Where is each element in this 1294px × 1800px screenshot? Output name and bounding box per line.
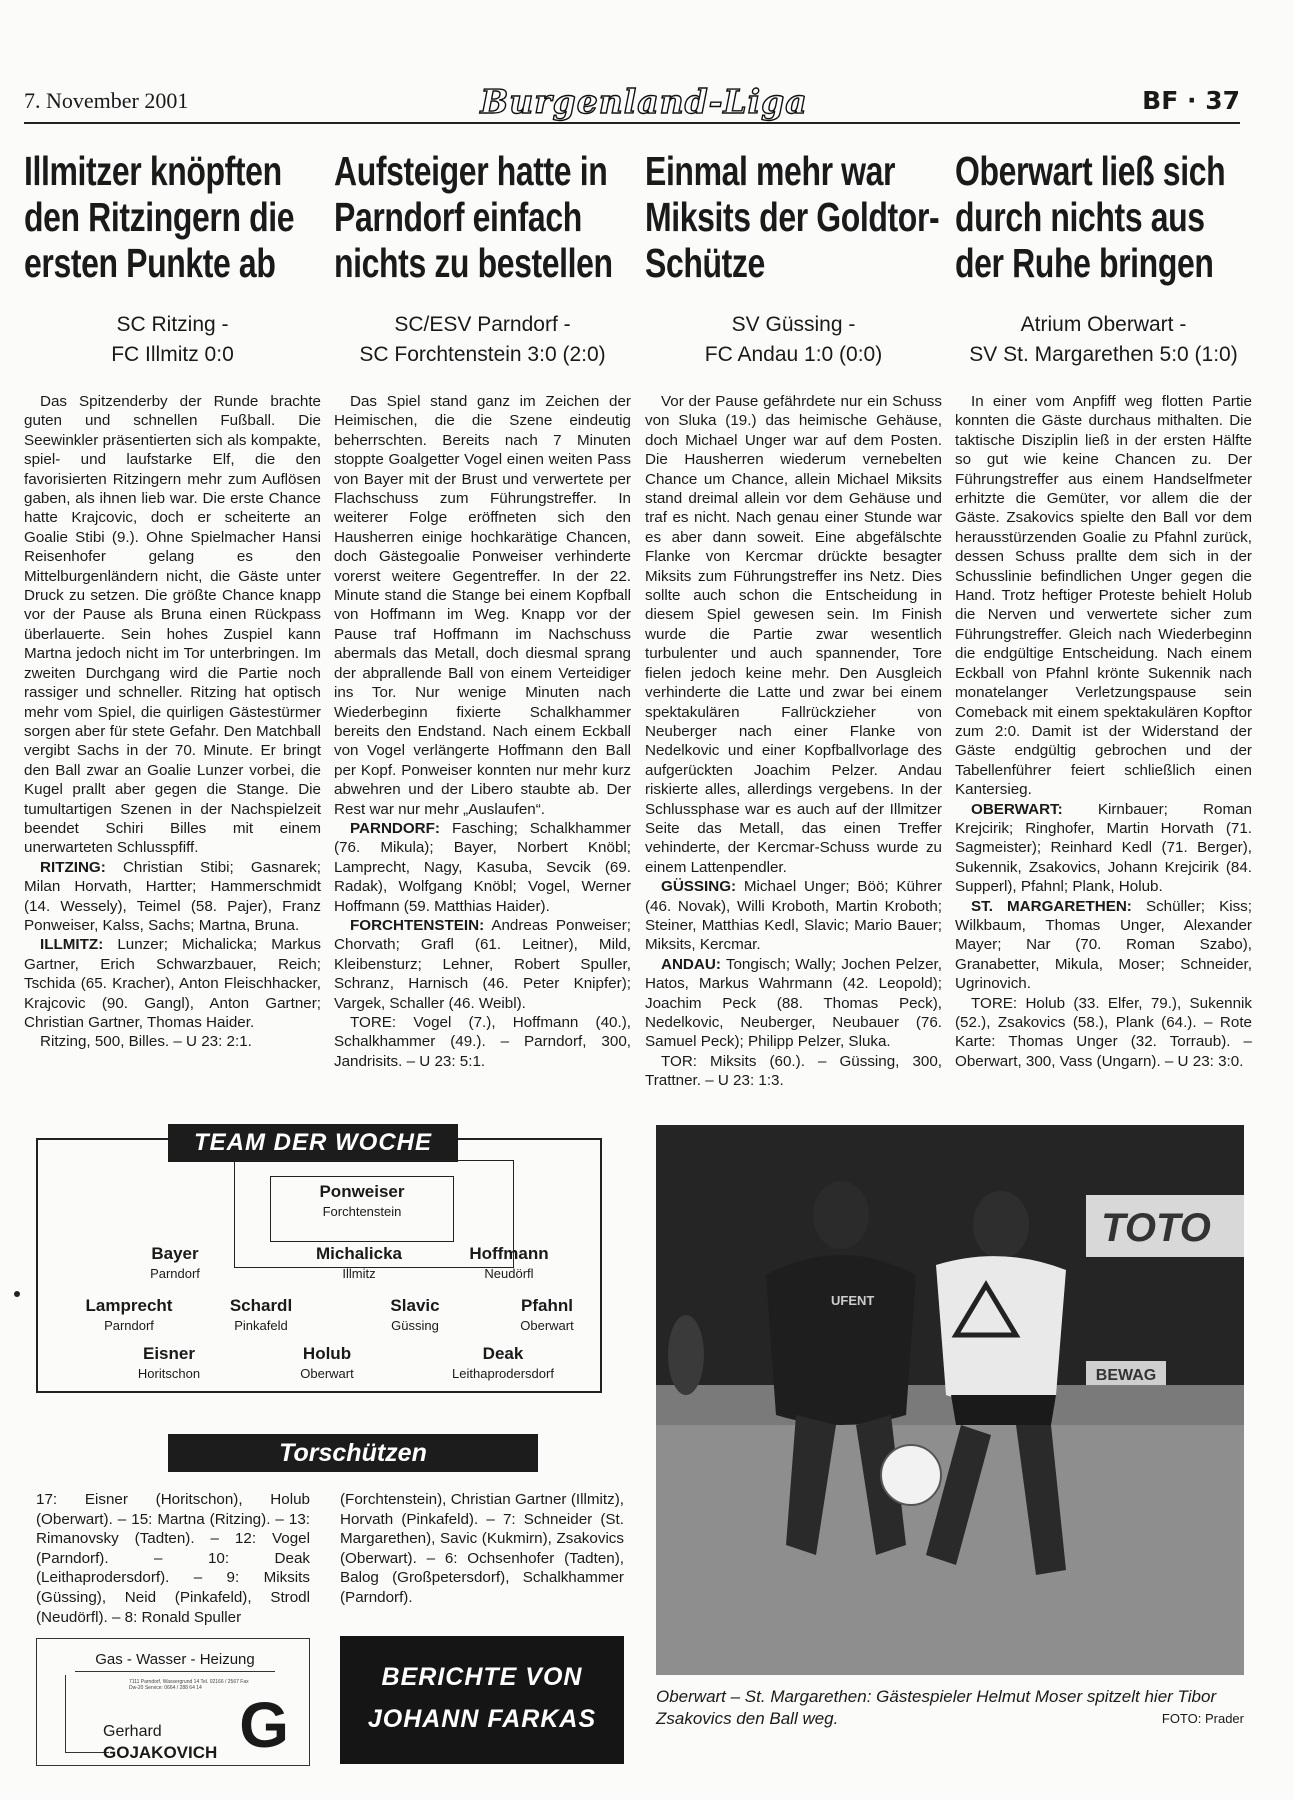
player-club: Pinkafeld bbox=[234, 1318, 288, 1333]
match-score: SV St. Margarethen 5:0 (1:0) bbox=[969, 343, 1238, 366]
article-oberwart-margarethen bbox=[955, 148, 1252, 1071]
player-card bbox=[94, 1344, 244, 1381]
player-card bbox=[287, 1182, 437, 1219]
photo-illustration bbox=[656, 1125, 1244, 1675]
match-photo bbox=[656, 1125, 1244, 1675]
match-info: TORE: Vogel (7.), Hoffmann (40.), Schalkhammer (49.). – Parndorf, 300, Jandrisits. – U 23: 5:1. bbox=[334, 1014, 631, 1070]
match-score: FC Andau 1:0 (0:0) bbox=[704, 343, 883, 366]
background-player bbox=[668, 1315, 704, 1395]
player-right-head bbox=[973, 1191, 1029, 1259]
team-label: PARNDORF: bbox=[350, 819, 440, 837]
team-label: OBERWART: bbox=[971, 800, 1063, 818]
player-left-shirt bbox=[766, 1255, 916, 1425]
reports-line-1: BERICHTE VON bbox=[381, 1663, 583, 1691]
team-label: ANDAU: bbox=[661, 955, 721, 973]
lineup-home bbox=[24, 858, 321, 936]
player-card bbox=[472, 1296, 622, 1333]
player-card bbox=[340, 1296, 490, 1333]
player-name: Holub bbox=[302, 1344, 352, 1363]
article-body bbox=[955, 392, 1252, 1071]
player-left-head bbox=[813, 1181, 869, 1249]
article-text: In einer vom Anpfiff weg flotten Partie konnten die Gäste durchaus mithalten. Die taktische Disziplin ließ in der ersten Hälfte so gut wie keine Chancen zu. Der Führungstreffer aus einem Handselfmeter erhitzte die Gemüter, vor allem die der Gäste. Zsakovics spielte den Ball vor dem herausstürzenden Goalie zu Pfahnl zurück, dessen Schuss prallte dem sich in der Schusslinie befindlichen Unger gegen die Hand. Trotz heftiger Proteste behielt Holub die Nerven und verwertete sicher zum Führungstreffer. Gleich nach Wiederbeginn die endgültige Entscheidung. Nach einem Eckball von Pfahnl krönte Sukennik nach monatelanger Verletzungspause sein Comeback mit einem spektakulären Kopftor zum 2:0. Damit ist der Widerstand der Gäste endgültig gebrochen und der Tabellenführer feiert schließlich einen Kantersieg. bbox=[955, 393, 1252, 799]
match-result bbox=[24, 310, 321, 380]
match-score: SC Forchtenstein 3:0 (2:0) bbox=[359, 343, 606, 366]
player-name: Michalicka bbox=[316, 1244, 402, 1263]
match-teams: SC/ESV Parndorf - bbox=[394, 313, 571, 336]
lineup-away bbox=[645, 955, 942, 1052]
player-club: Oberwart bbox=[300, 1366, 354, 1381]
player-name: Deak bbox=[482, 1344, 524, 1363]
plumber-advert bbox=[36, 1638, 310, 1766]
player-right-shorts bbox=[951, 1395, 1056, 1425]
player-club: Parndorf bbox=[104, 1318, 154, 1333]
issue-date: 7. November 2001 bbox=[24, 88, 189, 113]
lineup-players: Kirnbauer; Roman Krejcirik; Ringhofer, Martin Horvath (71. Sagmeister); Reinhard Kedl (71. Berger), Sukennik, Zsakovics, Johann Krejcirik (84. Supperl), Pfahnl; Plank, Holub. bbox=[955, 800, 1252, 896]
team-of-week-box bbox=[36, 1129, 602, 1393]
article-parndorf-forchtenstein bbox=[334, 148, 631, 1071]
player-card bbox=[284, 1244, 434, 1281]
advert-board-text: TOTO bbox=[1101, 1206, 1211, 1250]
player-right-shirt bbox=[936, 1256, 1066, 1405]
player-card bbox=[252, 1344, 402, 1381]
ad-services: Gas - Wasser - Heizung bbox=[75, 1651, 275, 1672]
caption-text: Oberwart – St. Margarethen: Gästespieler Helmut Moser spitzelt hier Tibor Zsakovics den Ball weg. bbox=[656, 1687, 1217, 1728]
photo-credit: FOTO: Prader bbox=[1161, 1711, 1244, 1726]
player-name: Slavic bbox=[390, 1296, 440, 1315]
lineup-players: Lunzer; Michalicka; Markus Gartner, Erich Schwarzbauer, Reich; Tschida (65. Kracher), Anton Fleischhacker, Krajcovic (90. Gangl), Anton Gartner; Christian Gartner, Thomas Haider. bbox=[24, 936, 321, 1031]
player-club: Neudörfl bbox=[484, 1266, 534, 1281]
player-card bbox=[434, 1244, 584, 1281]
page-number: BF · 37 bbox=[1142, 86, 1240, 115]
match-teams: SC Ritzing - bbox=[116, 313, 229, 336]
player-name: Lamprecht bbox=[85, 1296, 173, 1315]
headline: Oberwart ließ sich durch nichts aus der Ruhe bringen bbox=[955, 148, 1226, 286]
ad-last-name: GOJAKOVICH bbox=[103, 1743, 218, 1762]
article-ritzing-illmitz bbox=[24, 148, 321, 1052]
team-of-week-title: TEAM DER WOCHE bbox=[168, 1124, 458, 1162]
ad-contact: 7111 Parndorf, Wassergrund 14 Tel. 02166 / 2567 Fax Dw-20 Service: 0664 / 288 64 14 bbox=[129, 1679, 249, 1691]
match-teams: Atrium Oberwart - bbox=[1020, 313, 1187, 336]
page-header bbox=[24, 84, 1240, 124]
lineup-players: Schüller; Kiss; Wilkbaum, Thomas Unger, Alexander Mayer; Nar (70. Roman Szabo), Granabetter, Mikula, Moser; Schneider, Ugrinovich. bbox=[955, 897, 1252, 993]
match-result bbox=[955, 310, 1252, 380]
player-name: Hoffmann bbox=[469, 1244, 549, 1263]
print-mark bbox=[14, 1291, 20, 1297]
article-body bbox=[645, 392, 942, 1091]
scorers-column-1: 17: Eisner (Horitschon), Holub (Oberwart). – 15: Martna (Ritzing). – 13: Rimanovsky (Tadten). – 12: Vogel (Parndorf). – 10: Deak (Leithaprodersdorf). – 9: Miksits (Güssing), Neid (Pinkafeld), Strodl (Neudörfl). – 8: Ronald Spuller bbox=[36, 1491, 310, 1626]
player-card bbox=[428, 1344, 578, 1381]
photo-caption bbox=[656, 1686, 1244, 1730]
match-teams: SV Güssing - bbox=[731, 313, 856, 336]
lineup-home bbox=[955, 800, 1252, 897]
lineup-home bbox=[334, 819, 631, 916]
player-card bbox=[186, 1296, 336, 1333]
scorers-column-2: (Forchtenstein), Christian Gartner (Illmitz), Horvath (Pinkafeld). – 7: Schneider (St. Margarethen), Savic (Kukmirn), Zsakovics (Oberwart). – 6: Ochsenhofer (Tadten), Balog (Großpetersdorf), Schalkhammer (Parndorf). bbox=[340, 1491, 624, 1606]
headline: Aufsteiger hatte in Parndorf einfach nichts zu bestellen bbox=[334, 148, 613, 286]
lineup-players: Tongisch; Wally; Jochen Pelzer, Hatos, Markus Wahrmann (42. Leopold); Joachim Peck (88. Thomas Peck), Nedelkovic, Neuberger, Neubauer (76. Samuel Peck); Philipp Pelzer, Sluka. bbox=[645, 955, 942, 1051]
ad-logo-letter: G bbox=[239, 1689, 289, 1761]
lineup-away bbox=[24, 935, 321, 1032]
shirt-sponsor: UFENT bbox=[831, 1293, 875, 1308]
article-guessing-andau bbox=[645, 148, 942, 1091]
team-label: ST. MARGARETHEN: bbox=[971, 897, 1132, 915]
ad-bracket bbox=[65, 1675, 109, 1753]
player-club: Illmitz bbox=[342, 1266, 376, 1281]
lineup-players: Fasching; Schalkhammer (76. Mikula); Bayer, Norbert Knöbl; Lamprecht, Nagy, Kasuba, Sevcik (69. Radak), Wolfgang Knöbl; Vogel, Werner Hoffmann (59. Matthias Haider). bbox=[334, 819, 631, 915]
lineup-players: Michael Unger; Böö; Kührer (46. Novak), Willi Kroboth, Martin Kroboth; Steiner, Matthias Kedl, Slavic; Mario Bauer; Miksits, Kercmar. bbox=[645, 878, 942, 954]
lineup-players: Christian Stibi; Gasnarek; Milan Horvath, Hartter; Hammerschmidt (14. Wessely), Teimel (58. Pajer), Franz Ponweiser, Kalss, Sachs; Martna, Bruna. bbox=[24, 858, 321, 934]
article-body bbox=[24, 392, 321, 1052]
player-club: Güssing bbox=[391, 1318, 439, 1333]
team-label: GÜSSING: bbox=[661, 878, 737, 896]
player-club: Forchtenstein bbox=[322, 1204, 402, 1219]
reports-line-2: JOHANN FARKAS bbox=[367, 1705, 597, 1733]
lineup-players: Andreas Ponweiser; Chorvath; Grafl (61. Leitner), Mild, Kleibensturz; Lehner, Robert Spuller, Schranz, Harnisch (46. Peter Knipfer); Vargek, Schaller (46. Weibl). bbox=[334, 916, 631, 1012]
reports-box bbox=[340, 1636, 624, 1764]
player-name: Pfahnl bbox=[521, 1296, 573, 1315]
player-club: Horitschon bbox=[137, 1366, 201, 1381]
ad-first-name: Gerhard bbox=[103, 1723, 162, 1740]
match-score: FC Illmitz 0:0 bbox=[111, 343, 234, 366]
player-name: Eisner bbox=[143, 1344, 195, 1363]
lineup-away bbox=[955, 897, 1252, 994]
player-club: Oberwart bbox=[520, 1318, 574, 1333]
match-info: TORE: Holub (33. Elfer, 79.), Sukennik (52.), Zsakovics (58.), Plank (64.). – Rote Karte: Thomas Unger (32. Torraub). – Oberwart, 300, Vass (Ungarn). – U 23: 3:0. bbox=[955, 994, 1252, 1070]
match-info: Ritzing, 500, Billes. – U 23: 2:1. bbox=[40, 1033, 252, 1051]
player-club: Parndorf bbox=[150, 1266, 200, 1281]
player-club: Leithaprodersdorf bbox=[452, 1366, 554, 1381]
article-body bbox=[334, 392, 631, 1071]
headline: Einmal mehr war Miksits der Goldtor-Schütze bbox=[645, 148, 940, 286]
player-card bbox=[54, 1296, 204, 1333]
section-title: Burgenland-Liga bbox=[480, 82, 808, 121]
team-label: ILLMITZ: bbox=[40, 936, 104, 954]
lineup-away bbox=[334, 916, 631, 1013]
player-name: Ponweiser bbox=[319, 1182, 405, 1201]
player-card bbox=[100, 1244, 250, 1281]
scorers-title: Torschützen bbox=[168, 1434, 538, 1472]
bewag-board-text: BEWAG bbox=[1095, 1367, 1157, 1384]
player-name: Schardl bbox=[229, 1296, 293, 1315]
football bbox=[881, 1445, 941, 1505]
article-text: Vor der Pause gefährdete nur ein Schuss von Sluka (19.) das heimische Gehäuse, doch Michael Unger war auf dem Posten. Die Hausherren wiederum vernebelten Chance um Chance, allein Michael Miksits stand dreimal allein vor dem Gehäuse und traf es nicht. Nach genau einer Stunde war es aber dann soweit. Eine abgefälschte Flanke von Kercmar drückte besagter Miksits zum Führungstreffer ins Netz. Dies sollte auch schon die Entscheidung in diesem Spiel gewesen sein. Im Finish wurde die Partie zwar wesentlich turbulenter und auch spannender, Tore fielen jedoch keine mehr. Den Ausgleich verhinderte die Latte und zwar bei einem spektakulären Fallrückzieher von Neuberger nach einer Flanke von Nedelkovic und einer Kopfballvorlage des aufgerückten Joachim Pelzer. Andau riskierte alles, allerdings vergebens. In der Schlussphase war es auch auf der Illmitzer Seite das Metall, das einen Treffer vehinderte, der Kercmar-Schuss wurde zu einem Lattenpendler. bbox=[645, 393, 942, 876]
lineup-home bbox=[645, 877, 942, 955]
team-label: RITZING: bbox=[40, 858, 106, 876]
headline: Illmitzer knöpften den Ritzingern die ersten Punkte ab bbox=[24, 148, 295, 286]
article-text: Das Spitzenderby der Runde brachte guten und schnellen Fußball. Die Seewinkler präsentierten sich als kompakte, spiel- und laufstarke Elf, die den favorisierten Ritzingern mehr zum Auflösen gaben, als ihnen lieb war. Die erste Chance hatte Krajcovic, doch er scheiterte an Goalie Stibi (9.). Ohne Spielmacher Hansi Reisenhofer gelang es den Mittelburgenländern nicht, die Gäste unter Druck zu setzen. Die größte Chance knapp vor der Pause als Bruna einen Rückpass überlauerte. Sein hohes Zuspiel kann Martna jedoch nicht im Tor unterbringen. Im zweiten Durchgang wird die Partie noch rassiger und schneller. Ritzing hat optisch mehr vom Spiel, die quirligen Gästestürmer sorgen aber für stete Gefahr. Den Matchball vergibt Sachs in der 70. Minute. Er bringt den Ball zwar an Goalie Lunzer vorbei, die Kugel prallt aber gegen die Stange. Die tumultartigen Szenen in der Nachspielzeit beendet Schiri Billes mit einem unerwarteten Schlusspfiff. bbox=[24, 393, 321, 857]
match-result bbox=[334, 310, 631, 380]
article-text: Das Spiel stand ganz im Zeichen der Heimischen, die die Szene eindeutig beherrschten. Bereits nach 7 Minuten stoppte Goalgetter Vogel einen weiten Pass von Bayer mit der Brust und verwertete per Flachschuss zum Führungstreffer. In weiterer Folge eröffneten sich den Hausherren einige hochkarätige Chancen, doch Gästegoalie Ponweiser verhinderte vorerst weitere Gegentreffer. In der 22. Minute stand die Stange bei einem Kopfball von Hoffmann im Weg. Knapp vor der Pause traf Hoffmann im Nachschuss abermals das Metall, doch diesmal sprang der abprallende Ball von einem Verteidiger ins Tor. Nur wenige Minuten nach Wiederbeginn fixierte Schalkhammer bereits den Endstand. Nach einem Eckball von Vogel verlängerte Hoffmann den Ball per Kopf. Ponweiser konnten nur mehr kurz abwehren und der Libero staubte ab. Der Rest war nur mehr „Auslaufen“. bbox=[334, 393, 631, 818]
match-result bbox=[645, 310, 942, 380]
team-label: FORCHTENSTEIN: bbox=[350, 916, 485, 934]
player-name: Bayer bbox=[151, 1244, 199, 1263]
match-info: TOR: Miksits (60.). – Güssing, 300, Trattner. – U 23: 1:3. bbox=[645, 1052, 942, 1090]
